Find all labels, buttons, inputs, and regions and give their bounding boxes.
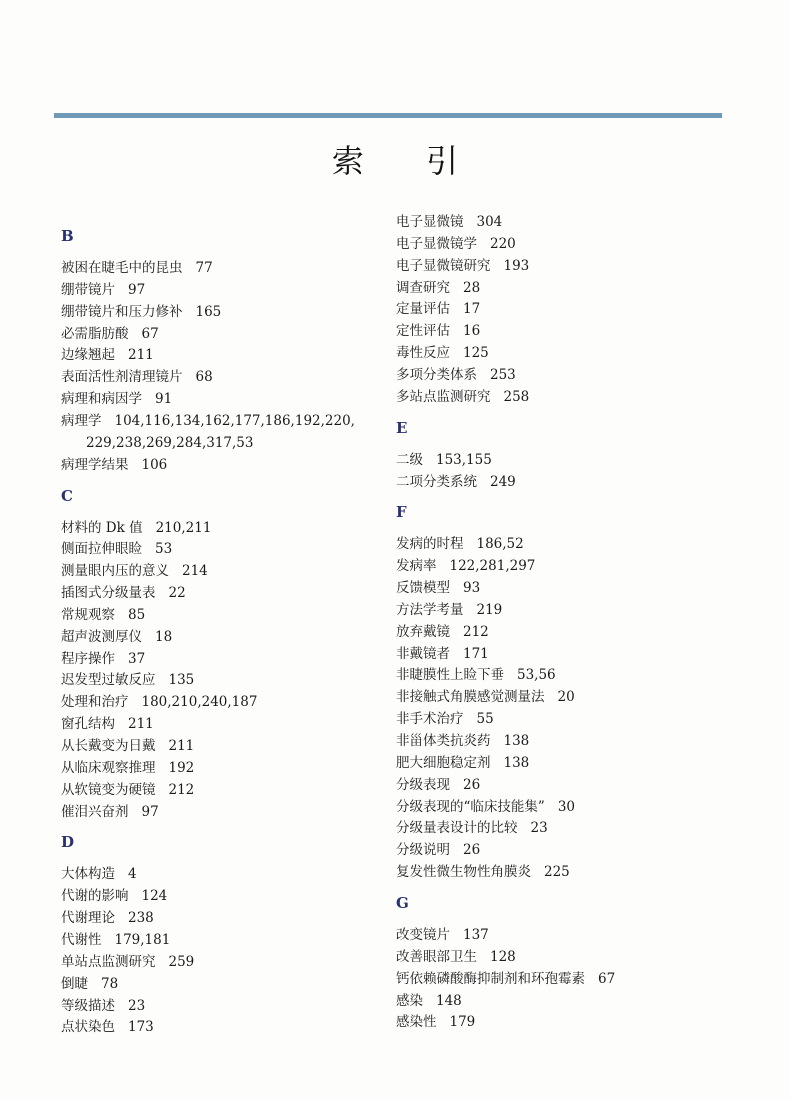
- index-pages: 55: [476, 711, 494, 728]
- index-term: 分级量表设计的比较: [396, 820, 518, 837]
- index-term: 材料的 Dk 值: [61, 519, 143, 536]
- index-term: 代谢的影响: [61, 888, 129, 905]
- index-term: 超声波测厚仪: [61, 628, 142, 645]
- index-pages: 214: [182, 563, 208, 580]
- index-entry: [61, 1016, 154, 1038]
- index-pages: 104,116,134,162,177,186,192,220,: [114, 412, 355, 429]
- index-pages: 192: [168, 759, 195, 776]
- section-letter: F: [396, 503, 407, 522]
- index-pages: 212: [463, 623, 489, 640]
- index-term: 分级说明: [396, 842, 450, 859]
- index-pages: 179: [449, 1014, 476, 1031]
- index-term: 非睫膜性上睑下垂: [396, 667, 504, 684]
- index-term: 改善眼部卫生: [396, 948, 477, 965]
- index-entry: [61, 604, 145, 626]
- index-pages: 137: [463, 926, 489, 943]
- index-entry: [61, 257, 213, 279]
- index-term: 二项分类系统: [396, 473, 477, 490]
- index-entry: [61, 279, 145, 301]
- index-entry: [396, 386, 529, 408]
- index-pages: 138: [503, 733, 530, 749]
- index-entry: [396, 555, 535, 577]
- index-entry: [396, 839, 480, 861]
- index-entry: [61, 626, 172, 648]
- index-entry: [396, 233, 516, 255]
- index-pages: 26: [463, 776, 481, 793]
- index-pages: 53: [155, 541, 173, 558]
- index-term: 表面活性剂清理镜片: [61, 369, 183, 386]
- section-letter: E: [396, 418, 408, 437]
- index-pages: 153,155: [436, 451, 492, 468]
- index-entry: [396, 730, 529, 752]
- index-term: 从长戴变为日戴: [61, 738, 156, 754]
- index-entry: [61, 582, 186, 604]
- index-entry: [61, 907, 154, 929]
- index-term: 钙依赖磷酸酶抑制剂和环孢霉素: [396, 970, 585, 987]
- index-entry: [396, 211, 502, 233]
- index-pages: 179,181: [114, 931, 171, 948]
- index-entry: [61, 995, 145, 1017]
- header-rule: [54, 113, 722, 118]
- index-term: 代谢理论: [61, 910, 115, 927]
- index-term: 边缘翘起: [61, 347, 115, 364]
- index-term: 常规观察: [61, 606, 115, 623]
- index-pages: 138: [503, 754, 530, 771]
- index-pages: 210,211: [155, 519, 212, 536]
- index-term: 病理和病因学: [61, 391, 142, 408]
- index-entry: [396, 752, 529, 774]
- index-term: 大体构造: [61, 866, 115, 883]
- index-entry: [61, 560, 208, 582]
- index-pages: 67: [598, 970, 616, 987]
- index-pages: 37: [128, 650, 146, 667]
- index-term: 被困在睫毛中的昆虫: [61, 260, 183, 276]
- index-term: 程序操作: [61, 650, 115, 667]
- index-term: 从临床观察推理: [61, 759, 156, 776]
- index-term: 多项分类体系: [396, 366, 477, 383]
- index-entry: [396, 686, 575, 708]
- index-pages: 211: [128, 347, 154, 364]
- index-term: 电子显微镜研究: [396, 257, 491, 274]
- index-entry: [61, 344, 154, 366]
- index-pages: 23: [128, 997, 146, 1014]
- index-entry: [396, 643, 489, 665]
- index-pages: 238: [128, 910, 154, 927]
- index-term: 窗孔结构: [61, 716, 115, 733]
- index-entry: [61, 929, 170, 951]
- index-entry: [61, 648, 145, 670]
- index-entry: [61, 410, 355, 432]
- index-term: 分级表现: [396, 776, 450, 793]
- index-term: 电子显微镜: [396, 214, 464, 230]
- index-term: 放弃戴镜: [396, 623, 450, 640]
- section-letter: C: [61, 486, 73, 505]
- index-entry: [396, 342, 489, 364]
- index-entry: [396, 946, 516, 968]
- index-pages-continuation: 229,238,269,284,317,53: [86, 434, 254, 451]
- index-term: 绷带镜片: [61, 281, 115, 298]
- index-term: 非手术治疗: [396, 711, 464, 728]
- index-pages: 225: [544, 864, 570, 881]
- index-pages: 212: [168, 781, 195, 798]
- index-term: 代谢性: [61, 931, 102, 948]
- index-entry: [396, 621, 489, 643]
- index-entry: [61, 885, 167, 907]
- index-entry: [61, 735, 194, 757]
- index-pages: 28: [463, 279, 481, 296]
- index-pages: 186,52: [476, 536, 524, 553]
- index-pages: 85: [128, 606, 146, 623]
- index-entry: [396, 774, 480, 796]
- index-term: 感染: [396, 992, 423, 1009]
- index-term: 点状染色: [61, 1019, 115, 1036]
- index-entry: [61, 757, 194, 779]
- index-term: 改变镜片: [396, 926, 450, 943]
- index-term: 非戴镜者: [396, 645, 450, 662]
- index-pages: 193: [503, 257, 530, 274]
- index-pages: 20: [557, 689, 575, 706]
- index-pages: 171: [463, 645, 489, 662]
- index-entry: [61, 863, 137, 885]
- index-pages: 219: [476, 601, 503, 618]
- index-entry: [61, 388, 172, 410]
- index-entry: [61, 517, 211, 539]
- index-entry: [396, 320, 480, 342]
- index-pages: 259: [168, 953, 195, 970]
- index-term: 二级: [396, 451, 423, 468]
- page-title: 索 引: [331, 142, 485, 180]
- index-entry: [61, 713, 154, 735]
- index-term: 调查研究: [396, 279, 450, 296]
- index-term: 插图式分级量表: [61, 585, 156, 602]
- index-pages: 16: [463, 323, 481, 340]
- index-pages: 97: [141, 803, 159, 820]
- index-term: 倒睫: [61, 975, 88, 992]
- index-term: 单站点监测研究: [61, 953, 156, 970]
- index-pages: 17: [463, 301, 481, 318]
- section-letter: G: [396, 893, 409, 912]
- index-term: 电子显微镜学: [396, 235, 477, 252]
- index-entry: [396, 1011, 475, 1033]
- index-term: 定性评估: [396, 323, 450, 340]
- index-term: 反馈模型: [396, 580, 450, 597]
- index-entry: [396, 924, 489, 946]
- index-entry: [61, 301, 221, 323]
- index-entry: [396, 861, 570, 883]
- index-entry: [396, 990, 462, 1012]
- index-term: 催泪兴奋剂: [61, 803, 129, 820]
- index-entry: [396, 533, 524, 555]
- index-pages: 211: [128, 716, 154, 733]
- index-pages: 249: [490, 473, 516, 490]
- index-entry: [396, 817, 548, 839]
- index-pages: 122,281,297: [449, 558, 536, 575]
- index-entry: [396, 298, 480, 320]
- index-entry: [61, 454, 167, 476]
- index-term: 分级表现的“临床技能集”: [396, 798, 545, 815]
- index-term: 病理学: [61, 412, 102, 429]
- index-pages: 253: [490, 366, 516, 383]
- index-entry: [61, 323, 159, 345]
- index-entry: [396, 708, 494, 730]
- index-term: 必需脂肪酸: [61, 325, 129, 342]
- index-entry: [61, 366, 213, 388]
- index-term: 病理学结果: [61, 456, 129, 473]
- index-pages: 77: [195, 260, 213, 276]
- index-pages: 128: [490, 948, 516, 965]
- index-term: 非甾体类抗炎药: [396, 733, 491, 749]
- index-pages: 135: [168, 672, 195, 689]
- index-pages: 97: [128, 281, 146, 298]
- index-pages: 23: [530, 820, 548, 837]
- index-pages: 53,56: [517, 667, 556, 684]
- index-entry: [61, 779, 194, 801]
- index-term: 定量评估: [396, 301, 450, 318]
- index-term: 方法学考量: [396, 601, 464, 618]
- index-term: 处理和治疗: [61, 694, 129, 711]
- index-entry: [61, 691, 257, 713]
- index-term: 侧面拉伸眼睑: [61, 541, 142, 558]
- index-pages: 78: [101, 975, 119, 992]
- index-entry: [396, 599, 502, 621]
- index-term: 感染性: [396, 1014, 437, 1031]
- index-term: 从软镜变为硬镜: [61, 781, 156, 798]
- index-pages: 211: [168, 738, 195, 754]
- index-pages: 106: [141, 456, 168, 473]
- index-entry: [396, 577, 480, 599]
- section-letter: D: [61, 833, 75, 852]
- index-entry: [396, 449, 492, 471]
- index-entry: [61, 973, 118, 995]
- index-pages: 91: [155, 391, 173, 408]
- index-term: 复发性微生物性角膜炎: [396, 864, 531, 881]
- index-pages: 68: [195, 369, 213, 386]
- index-entry: [61, 669, 194, 691]
- index-entry: [396, 364, 516, 386]
- index-term: 非接触式角膜感觉测量法: [396, 689, 545, 706]
- index-entry: [61, 951, 194, 973]
- index-term: 测量眼内压的意义: [61, 563, 169, 580]
- index-pages: 125: [463, 345, 489, 362]
- index-pages: 67: [141, 325, 159, 342]
- index-entry: [396, 968, 615, 990]
- index-pages: 30: [557, 798, 575, 815]
- index-term: 发病率: [396, 558, 437, 575]
- index-pages: 93: [463, 580, 481, 597]
- index-pages: 258: [503, 388, 530, 405]
- index-pages: 220: [490, 235, 516, 252]
- index-entry: [396, 664, 556, 686]
- index-pages: 180,210,240,187: [141, 694, 258, 711]
- index-pages: 124: [141, 888, 168, 905]
- index-entry: [396, 471, 516, 493]
- index-term: 发病的时程: [396, 536, 464, 553]
- index-pages: 22: [168, 585, 186, 602]
- index-term: 迟发型过敏反应: [61, 672, 156, 689]
- index-pages: 4: [128, 866, 137, 883]
- index-entry: [396, 277, 480, 299]
- index-term: 多站点监测研究: [396, 388, 491, 405]
- index-entry: [61, 801, 159, 823]
- index-pages: 18: [155, 628, 173, 645]
- index-pages: 173: [128, 1019, 154, 1036]
- index-pages: 304: [476, 214, 503, 230]
- index-pages: 148: [436, 992, 462, 1009]
- index-entry: [61, 538, 172, 560]
- index-pages: 165: [195, 303, 222, 320]
- index-entry: [396, 255, 529, 277]
- section-letter: B: [61, 227, 74, 245]
- index-term: 肥大细胞稳定剂: [396, 754, 491, 771]
- index-term: 绷带镜片和压力修补: [61, 303, 183, 320]
- index-entry: [396, 796, 575, 818]
- index-term: 等级描述: [61, 997, 115, 1014]
- index-term: 毒性反应: [396, 345, 450, 362]
- index-pages: 26: [463, 842, 481, 859]
